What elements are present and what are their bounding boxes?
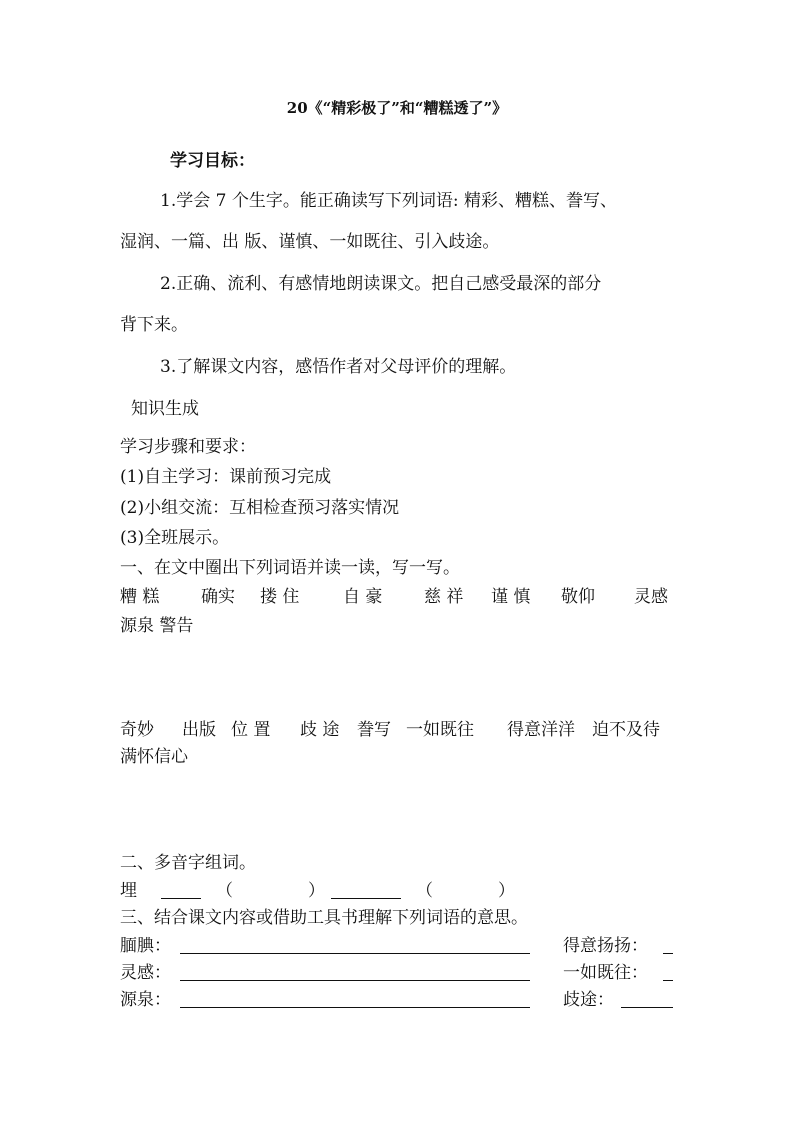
- section-3-heading: 三、结合课文内容或借助工具书理解下列词语的意思。: [120, 908, 528, 928]
- word-item: 灵感: [634, 587, 668, 607]
- step-3: (3)全班展示。: [120, 528, 230, 548]
- term-label: 源泉：: [120, 990, 171, 1010]
- word-item: 慈 祥: [424, 587, 464, 607]
- answer-line[interactable]: [180, 1007, 530, 1008]
- word-item: 谨 慎: [491, 587, 531, 607]
- paren-close: ）: [498, 881, 515, 901]
- word-item: 出版: [182, 720, 216, 740]
- answer-blank[interactable]: [161, 898, 201, 899]
- answer-line[interactable]: [180, 953, 530, 954]
- term-label: 得意扬扬：: [563, 936, 648, 956]
- answer-line[interactable]: [663, 953, 673, 954]
- answer-line[interactable]: [663, 980, 673, 981]
- step-1: (1)自主学习：课前预习完成: [120, 467, 332, 487]
- paren-open: （: [416, 881, 433, 901]
- word-item: 一如既往: [406, 720, 474, 740]
- word-item: 确实: [201, 587, 235, 607]
- word-item: 自 豪: [343, 587, 383, 607]
- answer-blank[interactable]: [331, 898, 401, 899]
- steps-heading: 学习步骤和要求：: [120, 437, 256, 457]
- term-label: 歧途：: [563, 990, 614, 1010]
- term-label: 腼腆：: [120, 936, 171, 956]
- objectives-heading: 学习目标：: [170, 151, 255, 171]
- answer-line[interactable]: [180, 980, 530, 981]
- page-title: 20《“精彩极了”和“糟糕透了”》: [286, 99, 508, 117]
- objective-1-line-1: 1.学会 7 个生字。能正确读写下列词语: 精彩、糟糕、誊写、: [160, 191, 617, 211]
- term-label: 一如既往：: [563, 963, 648, 983]
- step-2: (2)小组交流：互相检查预习落实情况: [120, 498, 400, 518]
- paren-close: ）: [308, 881, 325, 901]
- section-1-heading: 一、在文中圈出下列词语并读一读，写一写。: [120, 558, 460, 578]
- objective-2-line-1: 2.正确、流利、有感情地朗读课文。把自己感受最深的部分: [160, 274, 602, 294]
- knowledge-heading: 知识生成: [131, 399, 199, 419]
- paren-open: （: [216, 881, 233, 901]
- term-label: 灵感：: [120, 963, 171, 983]
- word-item: 搂 住: [260, 587, 300, 607]
- section-2-heading: 二、多音字组词。: [120, 853, 256, 873]
- word-item: 奇妙: [120, 720, 154, 740]
- word-item-row2: 满怀信心: [120, 747, 188, 767]
- word-item: 迫不及待: [592, 720, 660, 740]
- objective-1-line-2: 湿润、一篇、出 版、谨慎、一如既往、引入歧途。: [120, 232, 500, 252]
- objective-3: 3.了解课文内容，感悟作者对父母评价的理解。: [160, 357, 517, 377]
- objective-2-line-2: 背下来。: [120, 315, 188, 335]
- word-item-row2: 源泉 警告: [120, 616, 194, 636]
- word-item: 位 置: [231, 720, 271, 740]
- word-item: 得意洋洋: [507, 720, 575, 740]
- word-item: 糟 糕: [120, 587, 160, 607]
- word-item: 誊写: [357, 720, 391, 740]
- answer-line[interactable]: [621, 1007, 673, 1008]
- polyphone-char: 埋: [120, 881, 137, 901]
- word-item: 歧 途: [300, 720, 340, 740]
- word-item: 敬仰: [561, 587, 595, 607]
